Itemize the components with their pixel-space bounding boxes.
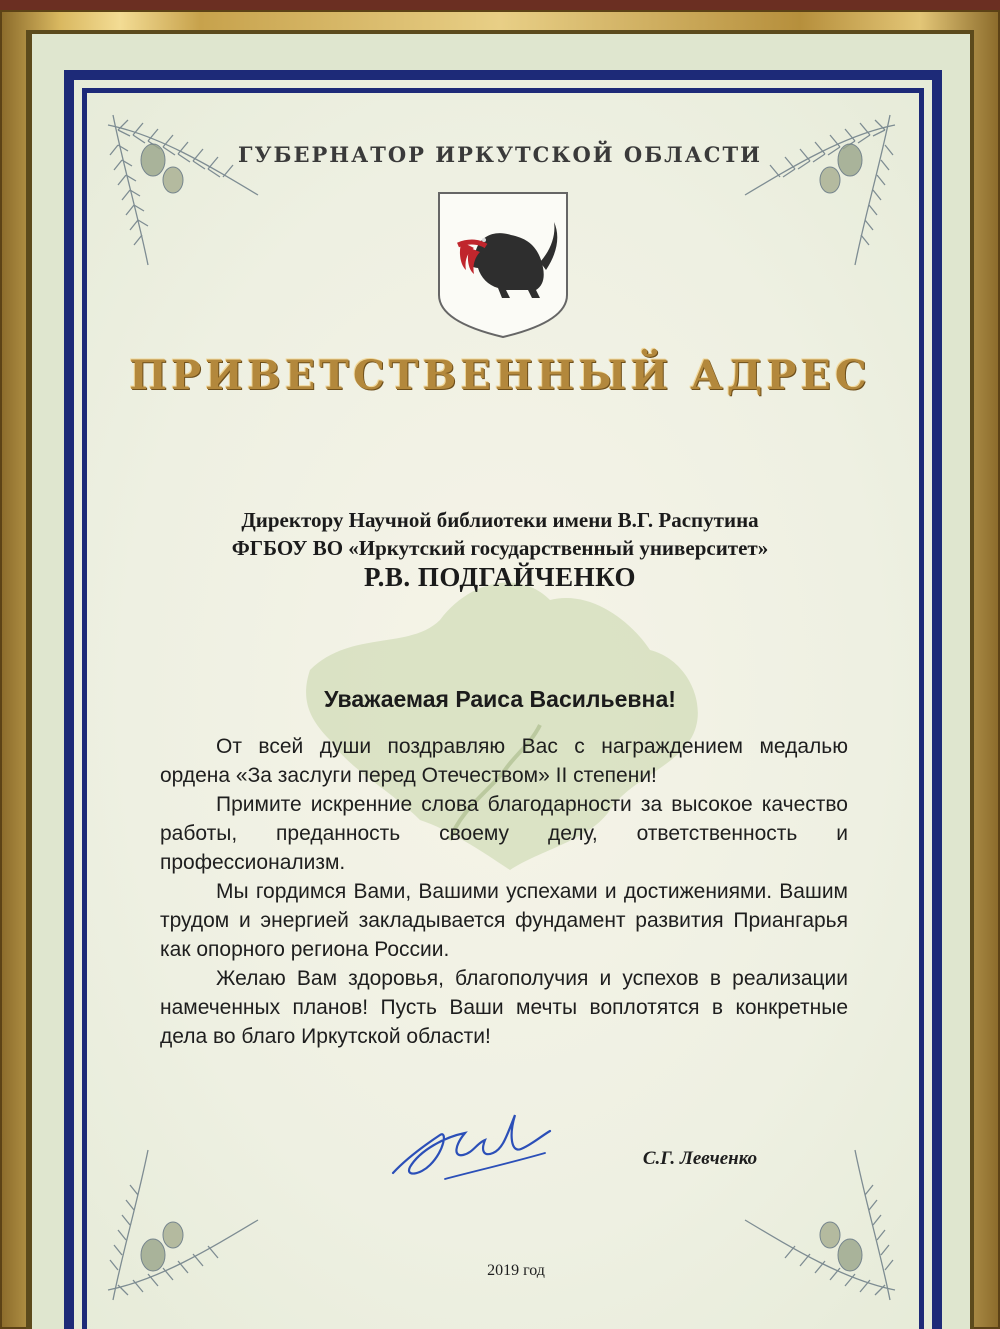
recipient-name: Р.В. ПОДГАЙЧЕНКО (363, 562, 637, 592)
pine-ornament-icon (98, 1140, 268, 1310)
body-paragraph: От всей души поздравляю Вас с награждением медалью ордена «За заслуги перед Отечеством» II степени! (160, 735, 848, 787)
body-paragraph: Примите искренние слова благодарности за высокое качество работы, преданность своему делу, ответственность и профессионализм. (160, 793, 848, 874)
body-paragraph: Мы гордимся Вами, Вашими успехами и достижениями. Вашим трудом и энергией закладывается фундамент развития Приангарья как опорного региона России. (160, 880, 848, 961)
congratulation-body (160, 732, 848, 1051)
signature-icon (385, 1105, 555, 1185)
pine-ornament-icon (735, 105, 905, 275)
body-paragraph: Желаю Вам здоровья, благополучия и успехов в реализации намеченных планов! Пусть Ваши мечты воплотятся в конкретные дела во благо Иркутской области! (160, 967, 848, 1048)
document-year: 2019 год (487, 1262, 545, 1279)
document-title: ПРИВЕТСТВЕННЫЙ АДРЕС (129, 352, 871, 399)
greeting-line: Уважаемая Раиса Васильевна! (324, 686, 676, 712)
issuer-heading: ГУБЕРНАТОР ИРКУТСКОЙ ОБЛАСТИ (237, 142, 762, 167)
pine-ornament-icon (98, 105, 268, 275)
recipient-position: Директору Научной библиотеки имени В.Г. Распутина (241, 508, 759, 532)
recipient-organization: ФГБОУ ВО «Иркутский государственный университет» (231, 536, 769, 560)
signatory-name: С.Г. Левченко (642, 1148, 758, 1169)
coat-of-arms-icon (436, 190, 570, 340)
